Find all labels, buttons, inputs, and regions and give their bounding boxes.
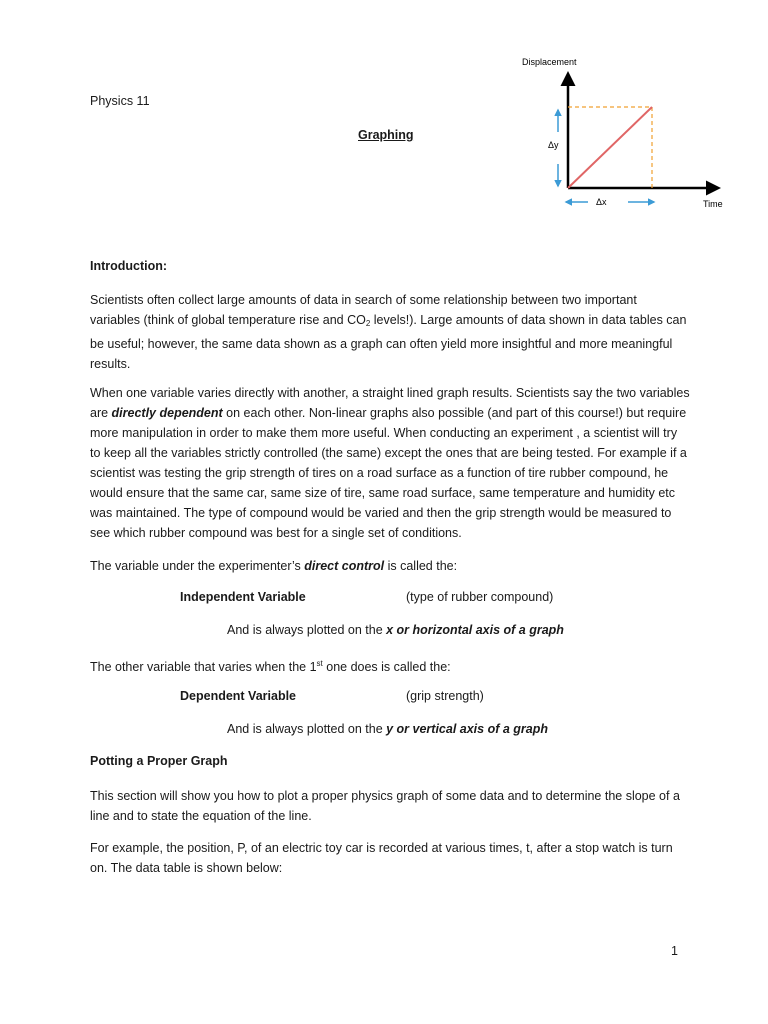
- intro-paragraph-4: The other variable that varies when the 1st one does is called the:: [90, 659, 451, 674]
- x-axis-label: Time: [703, 199, 723, 209]
- independent-variable-label: Independent Variable: [180, 590, 306, 604]
- intro-paragraph-3: The variable under the experimenter’s direct control is called the:: [90, 559, 458, 573]
- course-name: Physics 11: [90, 94, 150, 108]
- slope-line: [568, 107, 652, 188]
- page-title: Graphing: [358, 128, 414, 142]
- section-paragraph-2: For example, the position, P, of an electric toy car is recorded at various times, t, after a stop watch is turn on. The data table is shown below:: [90, 841, 673, 875]
- y-axis-label: Displacement: [522, 57, 577, 67]
- intro-paragraph-1: Scientists often collect large amounts of data in search of some relationship between two important variables (think of global temperature rise and $CO_2$ levels!). Large amounts of data shown in data tables can be useful; however, the same data shown as a graph can often yield more insightful and more meaningful results.: [90, 293, 687, 371]
- delta-x-label: Δx: [596, 197, 607, 207]
- independent-variable-note: And is always plotted on the x or horizontal axis of a graph: [227, 623, 564, 637]
- dependent-variable-note: And is always plotted on the y or vertical axis of a graph: [227, 722, 548, 736]
- dependent-variable-example: (grip strength): [406, 689, 484, 703]
- page-number: 1: [671, 944, 678, 958]
- intro-paragraph-2: When one variable varies directly with another, a straight lined graph results. Scientists say the two variables are directly dependent on each other. Non-linear graphs also possible (and part of this course!) but require more manipulation in order to make them more useful. When conducting an experiment , a scientist will try to keep all the variables strictly controlled (the same) except the ones that are being tested. For example if a scientist was testing the grip strength of tires on a road surface as a function of tire rubber compound, he would ensure that the same car, same size of tire, same road surface, same temperature and humidity etc was maintained. The type of compound would be varied and then the grip strength would be measured to see which rubber compound was best for a single set of conditions.: [90, 386, 690, 540]
- independent-variable-example: (type of rubber compound): [406, 590, 554, 604]
- section-heading: Potting a Proper Graph: [90, 754, 228, 768]
- intro-heading: Introduction:: [90, 259, 168, 273]
- dependent-variable-label: Dependent Variable: [180, 689, 297, 703]
- displacement-time-diagram: [520, 52, 735, 217]
- section-paragraph-1: This section will show you how to plot a proper physics graph of some data and to determine the slope of a line and to state the equation of the line.: [90, 789, 680, 823]
- delta-y-label: Δy: [548, 140, 559, 150]
